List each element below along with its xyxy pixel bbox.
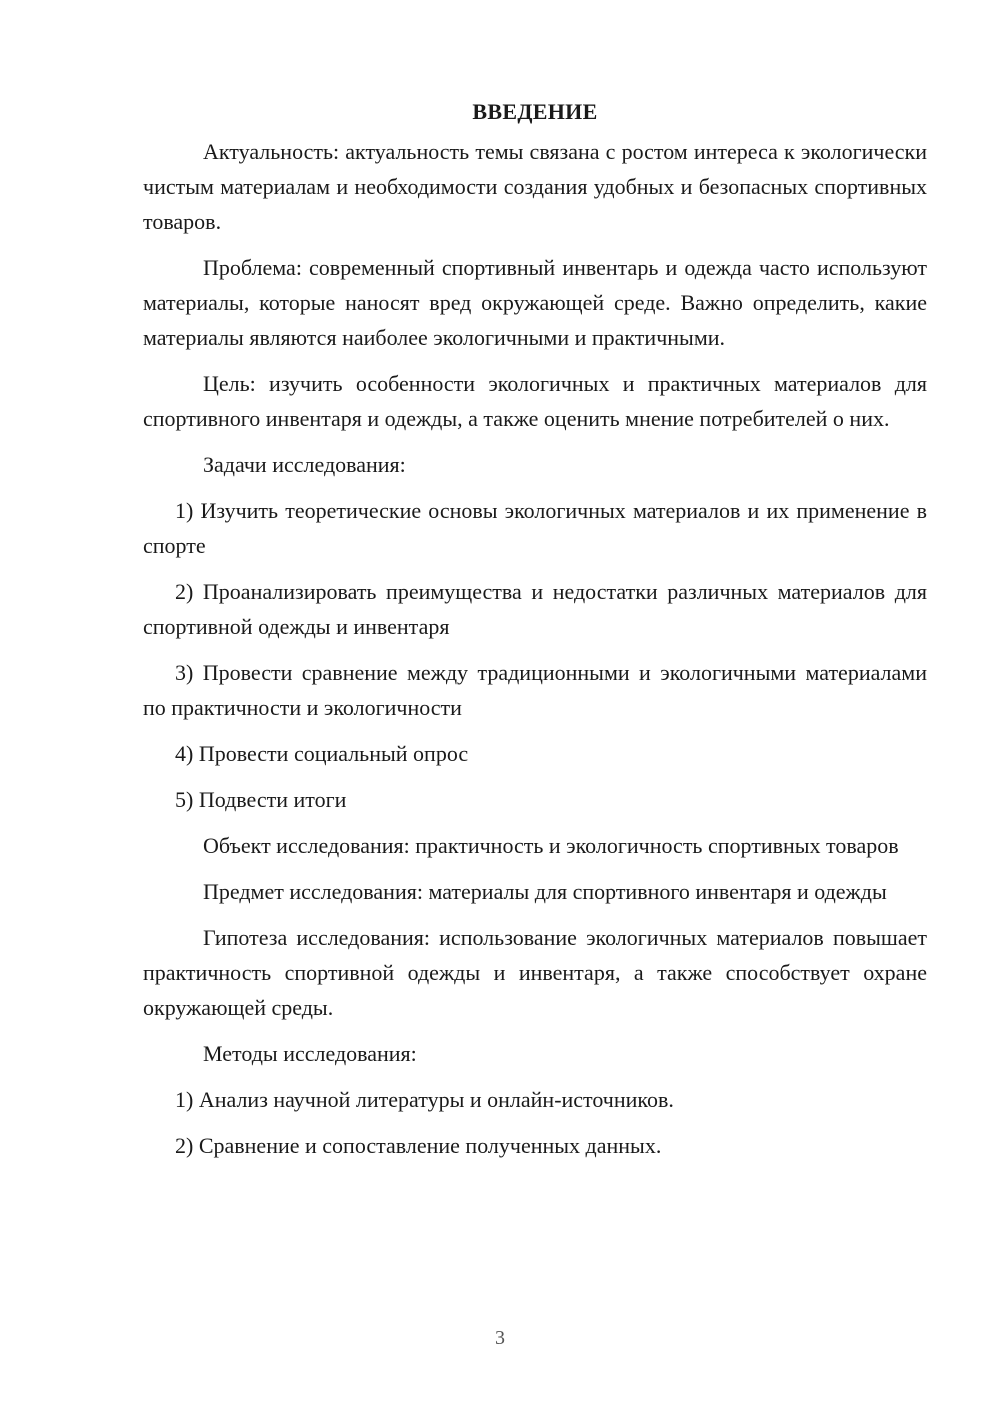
paragraph-problem: Проблема: современный спортивный инвентарь и одежда часто используют материалы, которые наносят вред окружающей среде. Важно определить, какие материалы являются наиболее экологичными и практичными. (143, 255, 927, 350)
paragraph-object: Объект исследования: практичность и экологичность спортивных товаров (203, 833, 899, 858)
method-item-1: 1) Анализ научной литературы и онлайн-источников. (175, 1087, 674, 1112)
paragraph-relevance: Актуальность: актуальность темы связана с ростом интереса к экологически чистым материалам и необходимости создания удобных и безопасных спортивных товаров. (143, 139, 927, 234)
paragraph-hypothesis: Гипотеза исследования: использование экологичных материалов повышает практичность спортивной одежды и инвентаря, а также способствует охране окружающей среды. (143, 925, 927, 1020)
tasks-heading: Задачи исследования: (203, 452, 406, 477)
task-item-5: 5) Подвести итоги (175, 787, 347, 812)
page-title: ВВЕДЕНИЕ (472, 99, 598, 124)
page-number: 3 (495, 1327, 505, 1349)
paragraph-goal: Цель: изучить особенности экологичных и практичных материалов для спортивного инвентаря и одежды, а также оценить мнение потребителей о них. (143, 371, 927, 431)
methods-heading: Методы исследования: (203, 1041, 417, 1066)
task-item-3: 3) Провести сравнение между традиционными и экологичными материалами по практичности и экологичности (143, 660, 927, 720)
task-item-1: 1) Изучить теоретические основы экологичных материалов и их применение в спорте (143, 498, 927, 558)
task-item-4: 4) Провести социальный опрос (175, 741, 469, 766)
task-item-2: 2) Проанализировать преимущества и недостатки различных материалов для спортивной одежды и инвентаря (143, 579, 927, 639)
paragraph-subject: Предмет исследования: материалы для спортивного инвентаря и одежды (203, 879, 887, 904)
document-page (143, 90, 927, 1174)
method-item-2: 2) Сравнение и сопоставление полученных данных. (175, 1133, 662, 1158)
